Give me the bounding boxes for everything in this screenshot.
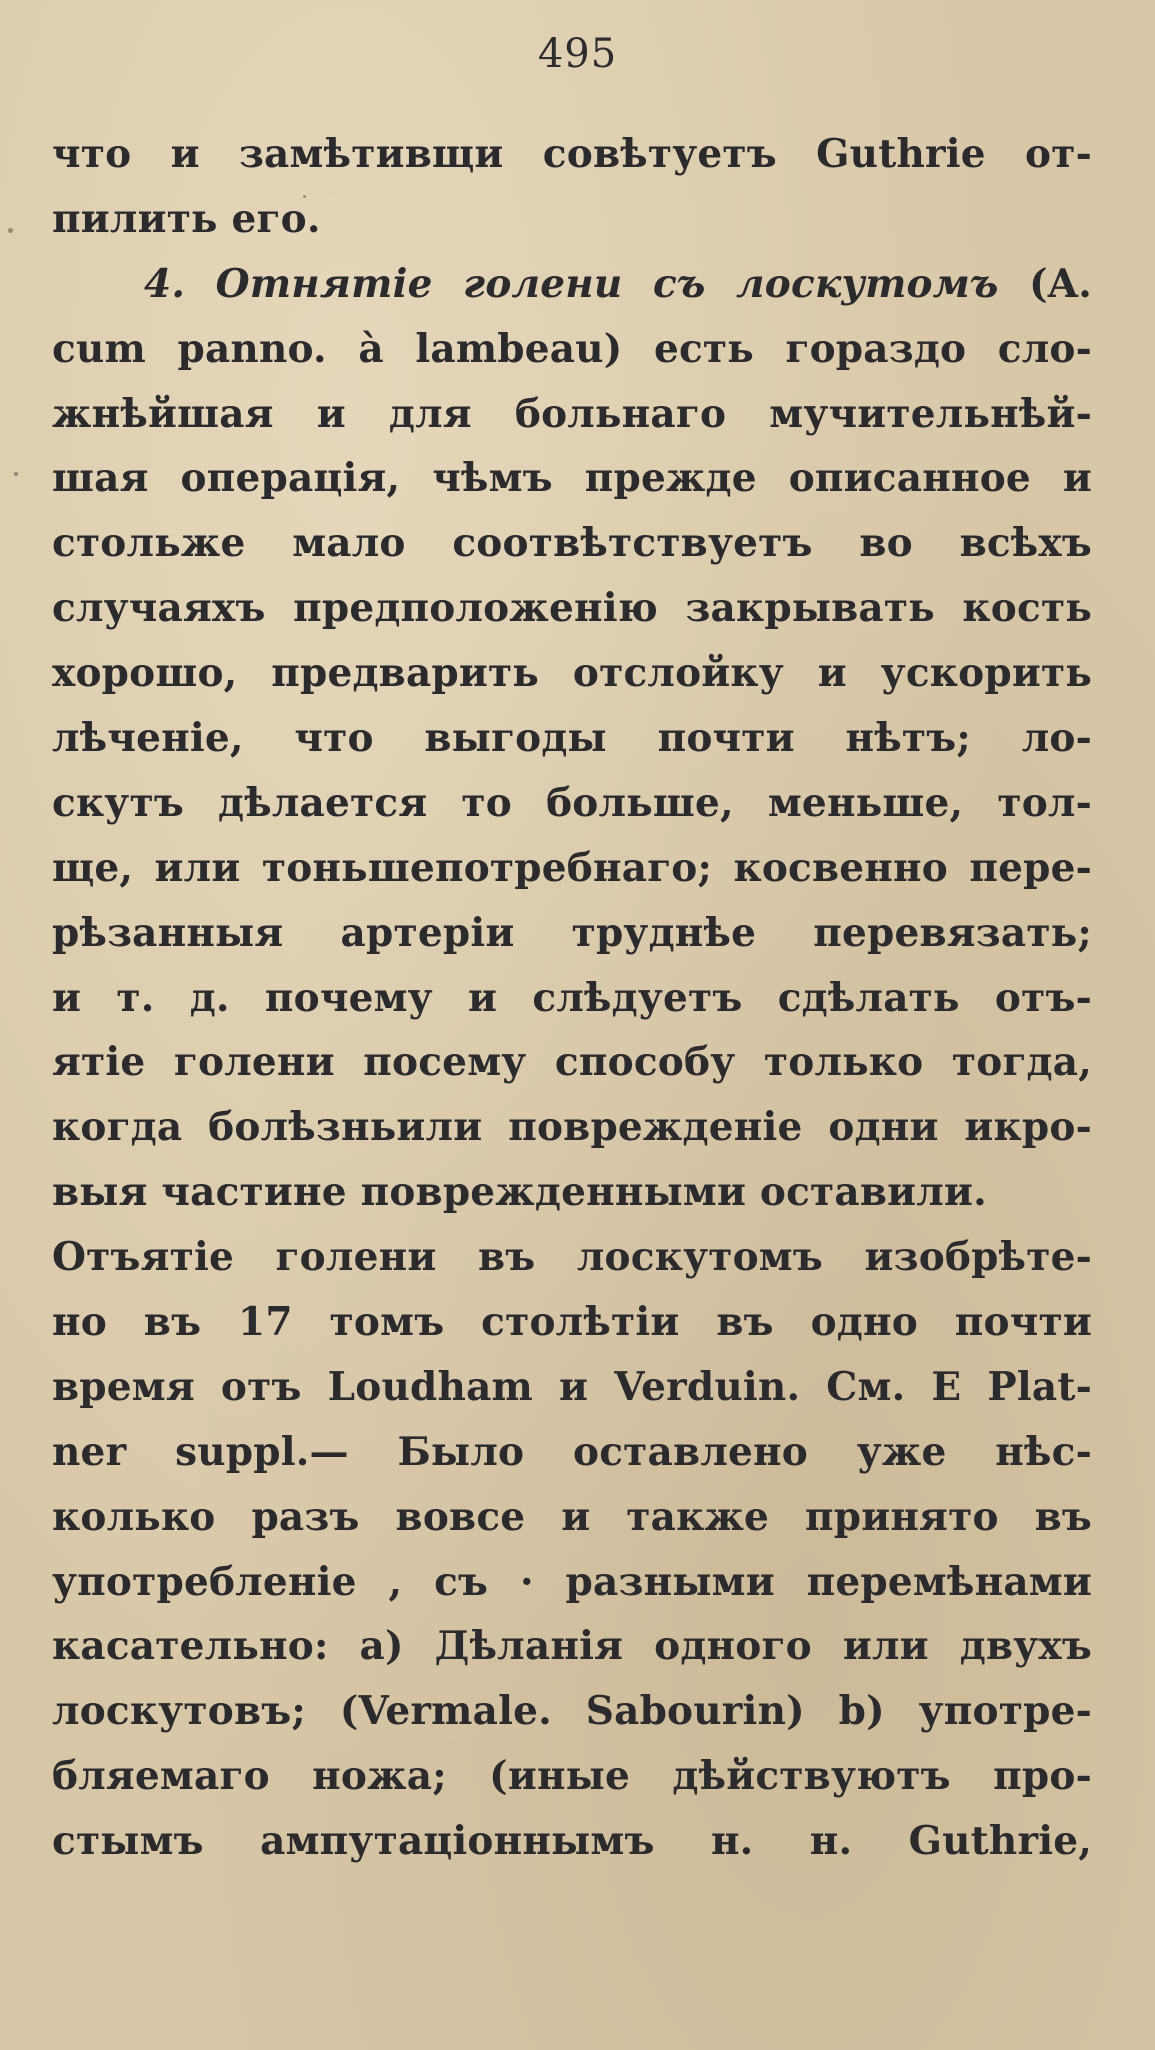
text-line: колько разъ вовсе и также принято въ xyxy=(52,1493,1092,1540)
text-line: употребленіе , съ · разными перемѣнами xyxy=(52,1558,1092,1605)
text-line: хорошо, предварить отслойку и ускорить xyxy=(52,650,1092,697)
text-line: лѣченіе, что выгоды почти нѣтъ; ло- xyxy=(52,715,1092,762)
paper-speck xyxy=(303,195,306,198)
text-line: касательно: a) Дѣланія одного или двухъ xyxy=(52,1623,1092,1670)
text-line-rest: (A. xyxy=(998,260,1092,307)
text-line: время отъ Loudham и Verduin. См. E Plat- xyxy=(52,1363,1092,1410)
text-line: лоскутовъ; (Vermale. Sabourin) b) употре- xyxy=(52,1688,1092,1735)
text-line: стымъ ампутаціоннымъ н. н. Guthrie, xyxy=(52,1818,1092,1865)
text-line xyxy=(52,252,1092,317)
text-line: когда болѣзньили поврежденіе одни икро- xyxy=(52,1104,1092,1151)
text-line: выя частине поврежденными оставили. xyxy=(52,1169,987,1216)
text-line: ner suppl.— Было оставлено уже нѣс- xyxy=(52,1428,1092,1475)
text-line: стольже мало соотвѣтствуетъ во всѣхъ xyxy=(52,520,1092,567)
text-line: но въ 17 томъ столѣтіи въ одно почти xyxy=(52,1299,1092,1346)
text-line: что и замѣтивщи совѣтуетъ Guthrie от- xyxy=(52,131,1092,177)
text-line: жнѣйшая и для больнаго мучительнѣй- xyxy=(52,390,1092,437)
body-text xyxy=(52,122,1092,1874)
page-number: 495 xyxy=(537,31,618,77)
text-line: Отъятіе голени въ лоскутомъ изобрѣте- xyxy=(52,1234,1092,1281)
text-line: cum panno. à lambeau) есть гораздо сло- xyxy=(52,325,1092,372)
paper-speck xyxy=(8,228,13,233)
text-line: ятіе голени посему способу только тогда, xyxy=(52,1039,1092,1086)
section-heading: 4. Отнятіе голени съ лоскутомъ xyxy=(144,260,999,307)
text-line: пилить его. xyxy=(52,195,321,242)
paper-speck xyxy=(14,472,18,476)
text-line: скутъ дѣлается то больше, меньше, тол- xyxy=(52,779,1092,826)
text-line: и т. д. почему и слѣдуетъ сдѣлать отъ- xyxy=(52,974,1092,1021)
text-line: ще, или тоньшепотребнаго; косвенно пере- xyxy=(52,844,1092,891)
text-line: шая операція, чѣмъ прежде описанное и xyxy=(52,455,1092,502)
text-line: бляемаго ножа; (иные дѣйствуютъ про- xyxy=(52,1753,1092,1800)
text-line: рѣзанныя артеріи труднѣе перевязать; xyxy=(52,909,1092,956)
text-line: случаяхъ предположенію закрывать кость xyxy=(52,585,1092,632)
